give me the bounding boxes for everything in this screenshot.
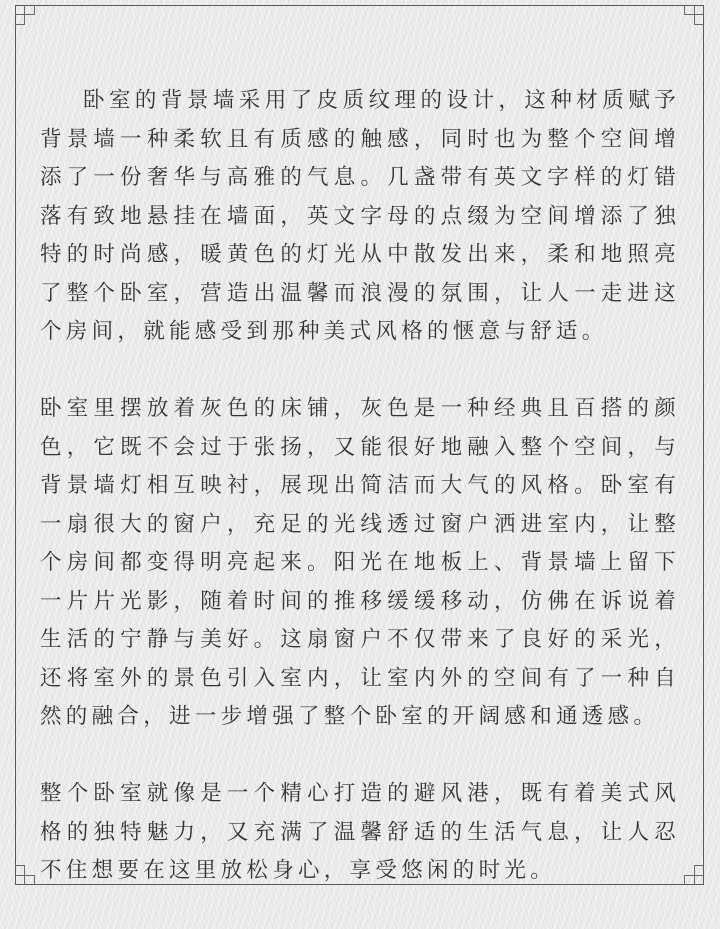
corner-ornament-top-left-icon xyxy=(15,5,35,25)
paragraph-background-wall: 卧室的背景墙采用了皮质纹理的设计，这种材质赋予背景墙一种柔软且有质感的触感，同时也为整个空间增添了一份奢华与高雅的气息。几盏带有英文字样的灯错落有致地悬挂在墙面，英文字母的点缀为空间增添了独特的时尚感，暖黄色的灯光从中散发出来，柔和地照亮了整个卧室，营造出温馨而浪漫的氛围，让人一走进这个房间，就能感受到那种美式风格的惬意与舒适。 xyxy=(40,88,680,344)
corner-ornament-bottom-left-icon xyxy=(15,865,35,885)
paragraph-conclusion: 整个卧室就像是一个精心打造的避风港，既有着美式风格的独特魅力，又充满了温馨舒适的生活气息，让人忍不住想要在这里放松身心，享受悠闲的时光。 xyxy=(40,781,680,883)
corner-ornament-bottom-right-icon xyxy=(684,865,704,885)
paragraph-bed-and-window: 卧室里摆放着灰色的床铺，灰色是一种经典且百搭的颜色，它既不会过于张扬，又能很好地融入整个空间，与背景墙灯相互映衬，展现出简洁而大气的风格。卧室有一扇很大的窗户，充足的光线透过窗户洒进室内，让整个房间都变得明亮起来。阳光在地板上、背景墙上留下一片片光影，随着时间的推移缓缓移动，仿佛在诉说着生活的宁静与美好。这扇窗户不仅带来了良好的采光，还将室外的景色引入室内，让室内外的空间有了一种自然的融合，进一步增强了整个卧室的开阔感和通透感。 xyxy=(40,396,680,729)
corner-ornament-top-right-icon xyxy=(684,5,704,25)
article-body xyxy=(40,82,680,929)
